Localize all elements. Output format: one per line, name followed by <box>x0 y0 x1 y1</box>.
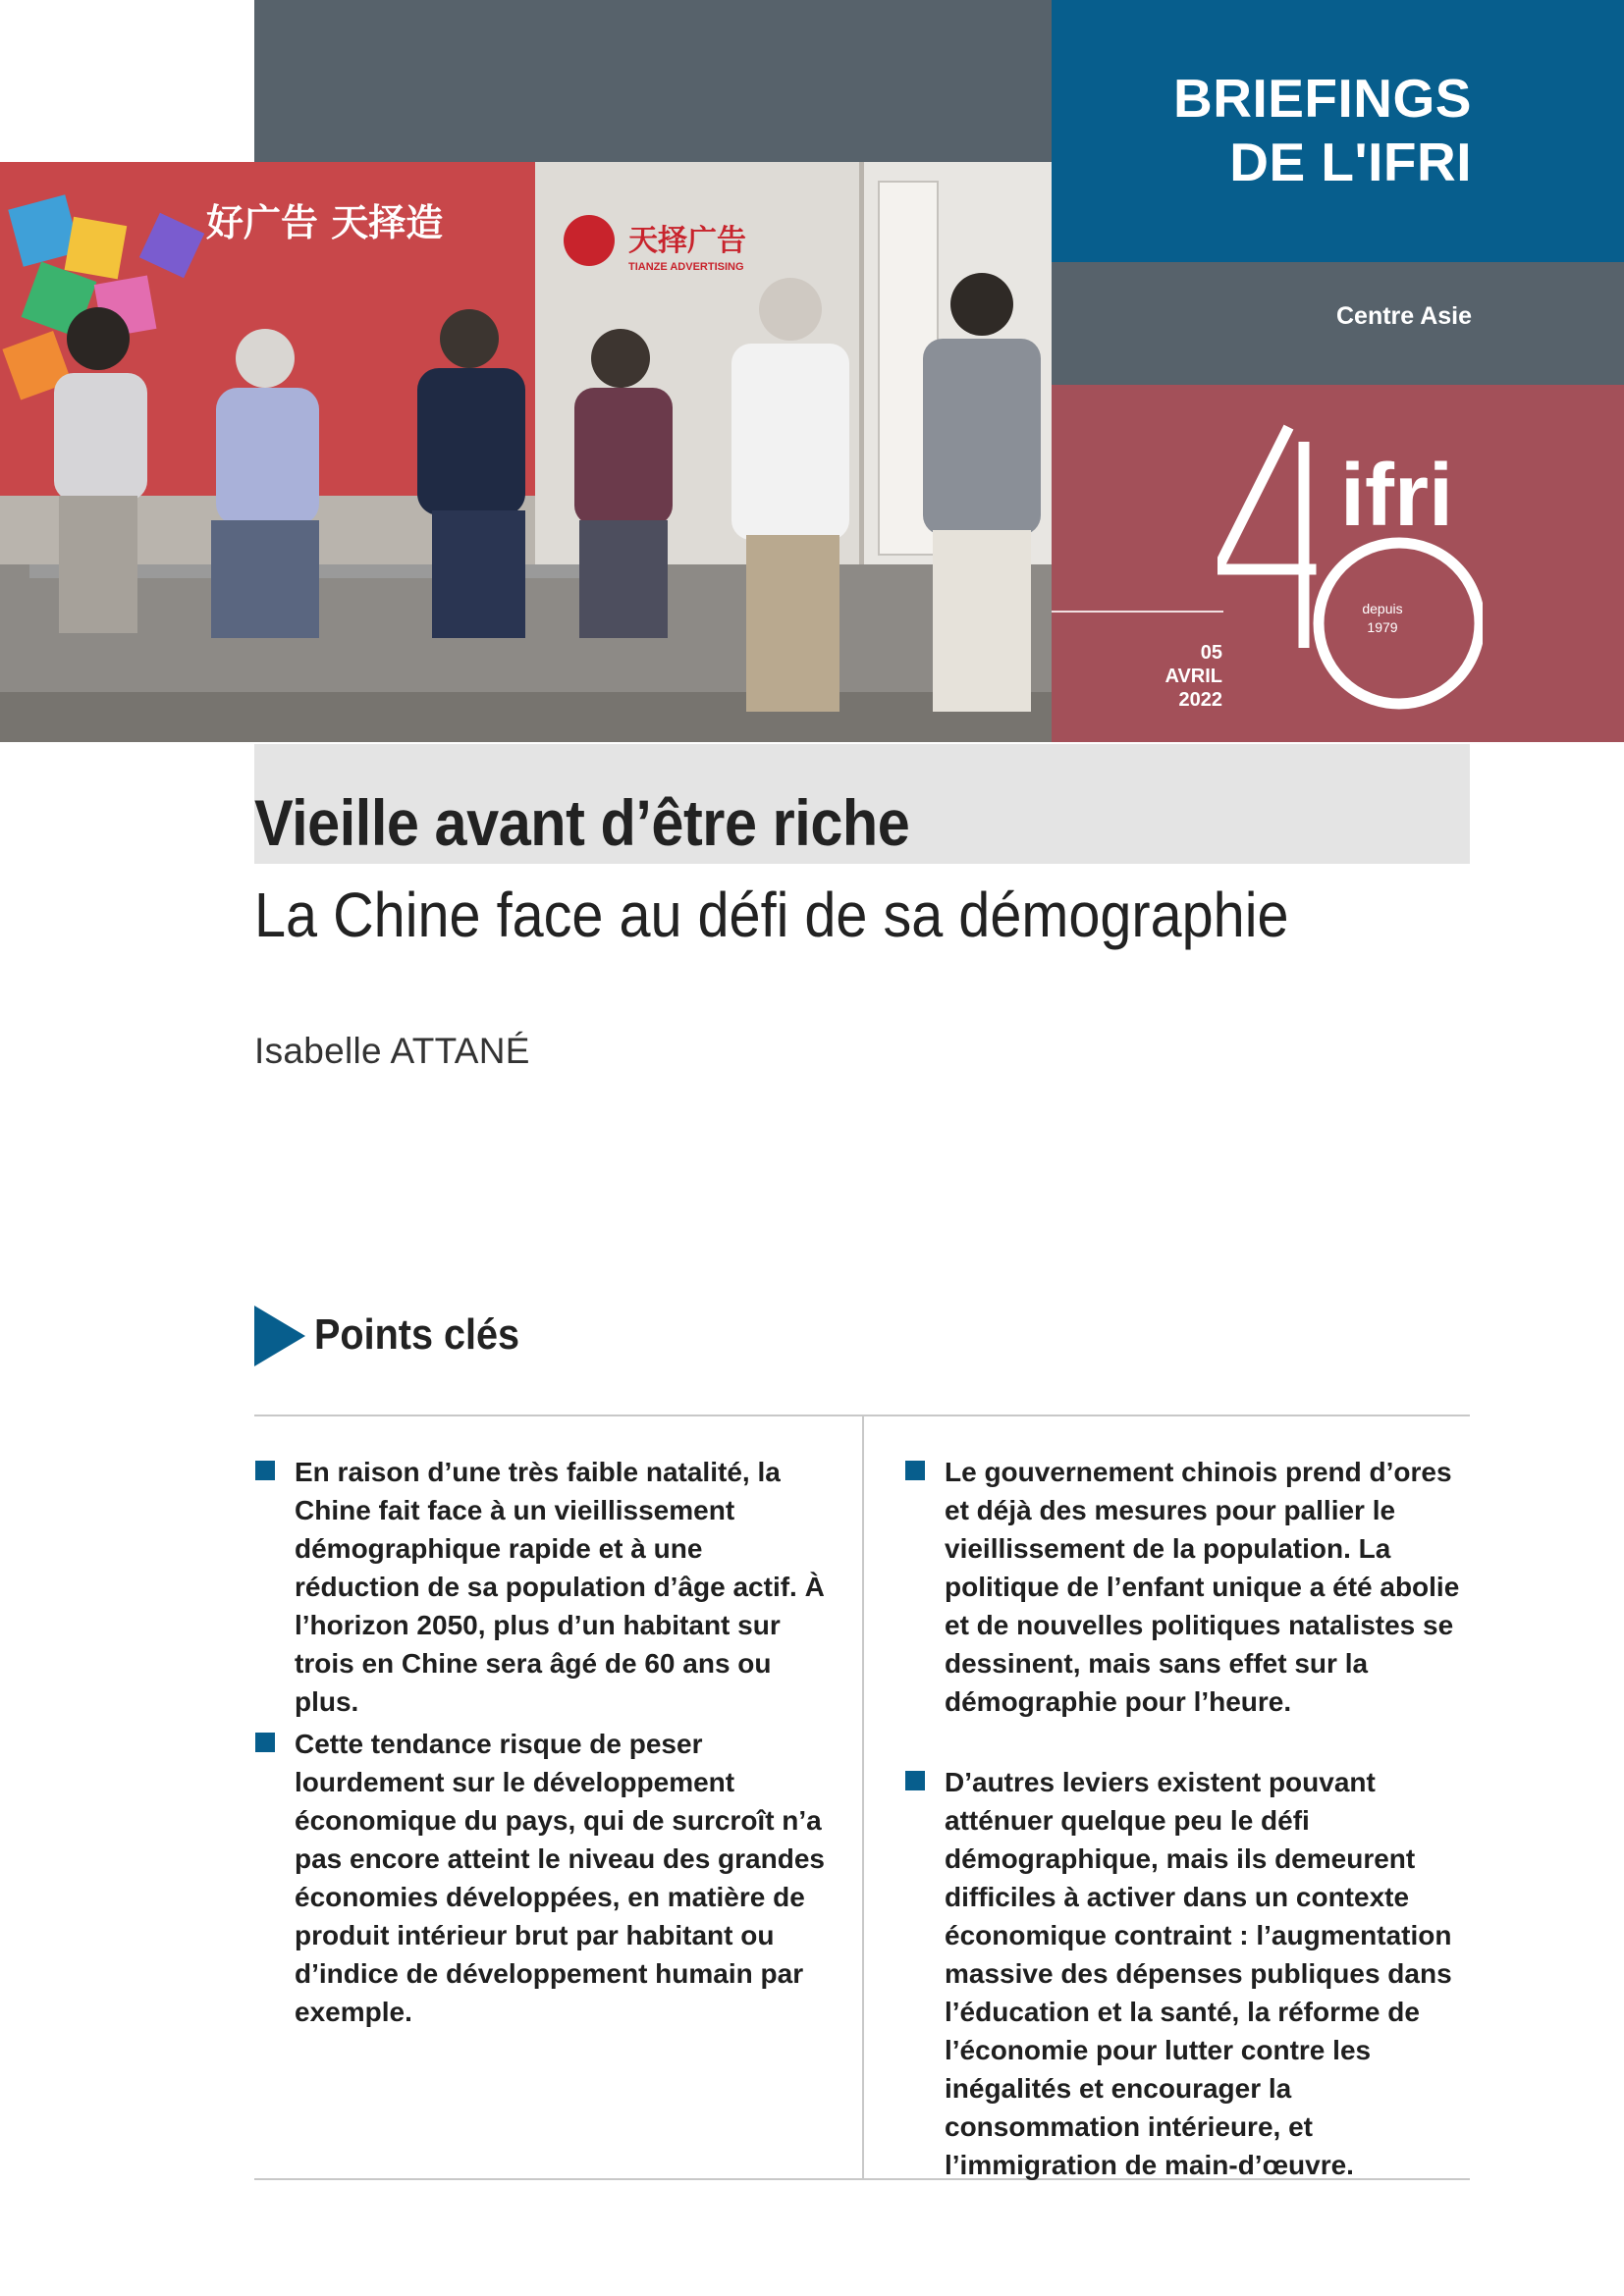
logo-since-label: depuis <box>1362 601 1403 616</box>
bullet-square-icon <box>255 1733 275 1752</box>
key-point-text: En raison d’une très faible natalité, la Chine fait face à un vieillissement démographique rapide et à une réduction de sa population d’âge actif. À l’horizon 2050, plus d’un habitant sur trois en Chine sera âgé de 60 ans ou plus. <box>295 1457 825 1717</box>
header-gray-block <box>254 0 1052 162</box>
cover-photo <box>0 162 1052 742</box>
logo-wordmark: ifri <box>1340 447 1454 545</box>
key-point-text: D’autres leviers existent pouvant atténuer quelque peu le défi démographique, mais ils demeurent difficiles à activer dans un contexte économique contraint : l’augmentation massive des dépenses publiques dans l’éducation et la santé, la réforme de l’économie pour lutter contre les inégalités et encourager la consommation intérieure, et l’immigration de main-d’œuvre. <box>945 1767 1452 2180</box>
logo-four-shape <box>1218 432 1311 569</box>
logo-zero-ring <box>1319 543 1480 704</box>
key-point-item <box>905 1453 1475 1721</box>
play-arrow-icon <box>254 1306 305 1366</box>
date-rule <box>1052 611 1223 613</box>
author-name: Isabelle ATTANÉ <box>254 1031 530 1071</box>
date-day: 05 <box>1200 642 1222 664</box>
bullet-square-icon <box>255 1461 275 1480</box>
page-title: Vieille avant d’être riche <box>254 786 910 859</box>
ifri-40-logo <box>1218 422 1483 717</box>
logo-since-year: 1979 <box>1367 619 1398 635</box>
centre-label: Centre Asie <box>1335 302 1472 330</box>
key-point-item <box>255 1725 825 2031</box>
key-point-text: Le gouvernement chinois prend d’ores et déjà des mesures pour pallier le vieillissement de la population. La politique de l’enfant unique a été abolie et de nouvelles politiques natalistes se dessinent, mais sans effet sur la démographie pour l’heure. <box>945 1457 1460 1717</box>
ad-brand-cn: 天择广告 <box>628 224 746 258</box>
bullet-square-icon <box>905 1461 925 1480</box>
bullet-square-icon <box>905 1771 925 1790</box>
key-point-text: Cette tendance risque de peser lourdement sur le développement économique du pays, qui de surcroît n’a pas encore atteint le niveau des grandes économies développées, en matière de produit intérieur brut par habitant ou d’indice de développement humain par exemple. <box>295 1729 825 2027</box>
key-point-item <box>905 1763 1475 2184</box>
column-divider <box>862 1416 864 2178</box>
key-point-item <box>255 1453 825 1721</box>
date-month: AVRIL <box>1164 666 1222 687</box>
series-title-line2: DE L'IFRI <box>1229 132 1472 192</box>
ad-sign-left: 好广告 天择造 <box>206 201 444 244</box>
publication-date <box>1129 641 1222 712</box>
page-subtitle: La Chine face au défi de sa démographie <box>254 880 1289 950</box>
ad-brand-en: TIANZE ADVERTISING <box>628 261 744 273</box>
key-points-heading: Points clés <box>314 1310 520 1359</box>
series-title-line1: BRIEFINGS <box>1173 68 1472 129</box>
date-year: 2022 <box>1178 689 1222 711</box>
